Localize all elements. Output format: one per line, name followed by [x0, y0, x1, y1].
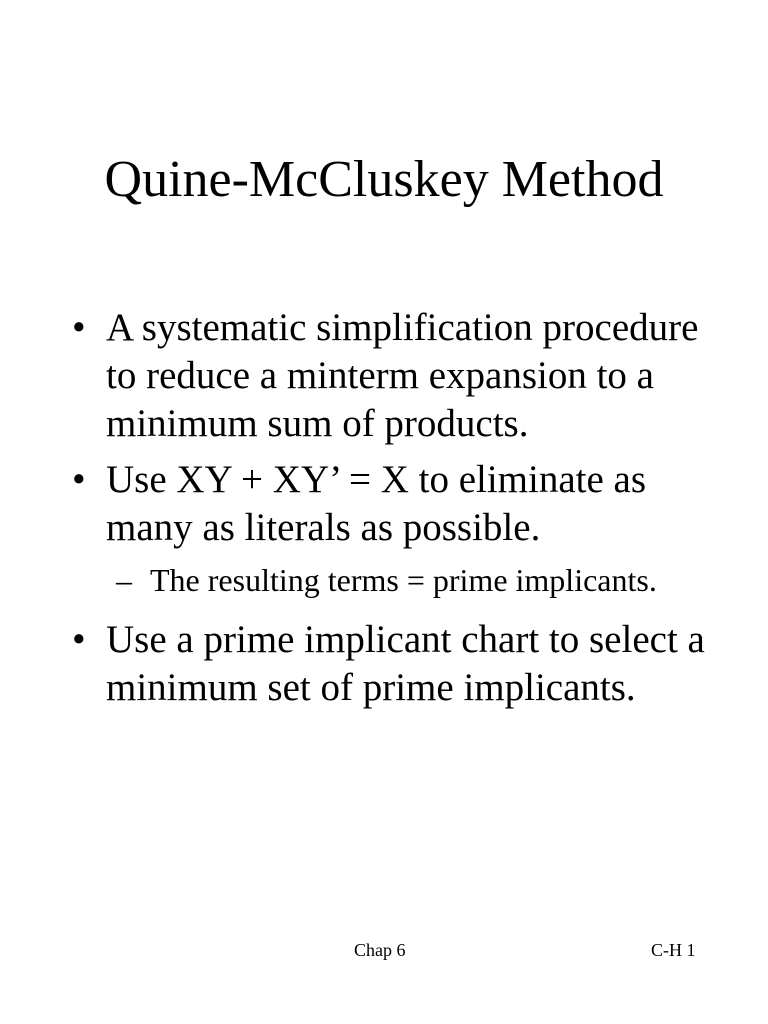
- footer-page-number: C-H 1: [651, 940, 696, 960]
- bullet-item: [72, 456, 732, 552]
- sub-bullet-item: [116, 558, 732, 602]
- bullet-text: A systematic simplification procedure to reduce a minterm expansion to a minimum sum of products.: [106, 306, 699, 445]
- bullet-marker: •: [72, 458, 86, 501]
- bullet-text: Use XY + XY’ = X to eliminate as many as literals as possible.: [106, 458, 647, 549]
- bullet-item: [72, 616, 732, 712]
- sub-bullet-marker: –: [116, 562, 132, 598]
- slide-title: Quine-McCluskey Method: [104, 151, 664, 208]
- bullet-marker: •: [72, 306, 86, 349]
- bullet-text: Use a prime implicant chart to select a minimum set of prime implicants.: [106, 618, 705, 709]
- bullet-marker: •: [72, 618, 86, 661]
- bullet-list: [72, 304, 732, 720]
- footer-chapter: Chap 6: [354, 940, 406, 960]
- sub-bullet-text: The resulting terms = prime implicants.: [150, 562, 657, 598]
- bullet-item: [72, 304, 732, 448]
